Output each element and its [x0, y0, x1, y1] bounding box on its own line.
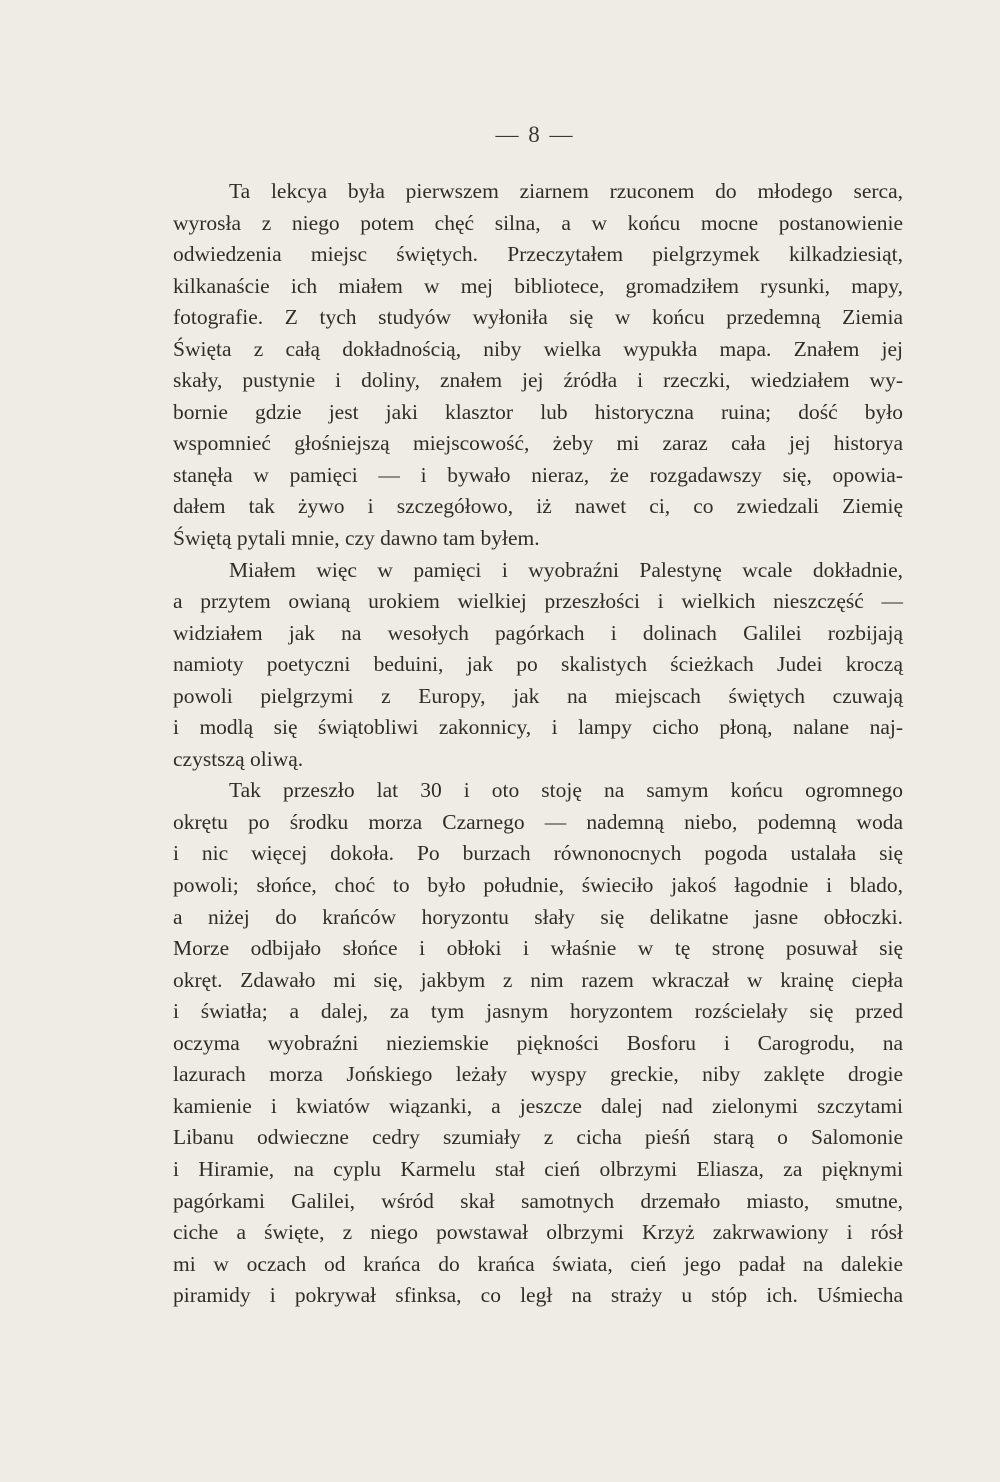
- text-line: i modlą się świątobliwi zakonnicy, i lampy cicho płoną, nalane naj-: [173, 715, 903, 740]
- text-line: czystszą oliwą.: [173, 746, 304, 771]
- text-line: kilkanaście ich miałem w mej bibliotece, gromadziłem rysunki, mapy,: [173, 273, 903, 298]
- text-line: dałem tak żywo i szczegółowo, iż nawet ci, co zwiedzali Ziemię: [173, 494, 903, 519]
- text-line: odwiedzenia miejsc świętych. Przeczytałem pielgrzymek kilkadziesiąt,: [173, 242, 903, 267]
- text-line: lazurach morza Jońskiego leżały wyspy greckie, niby zaklęte drogie: [173, 1062, 903, 1087]
- text-line: i Hiramie, na cyplu Karmelu stał cień olbrzymi Eliasza, za pięknymi: [173, 1156, 903, 1181]
- text-line: ciche a święte, z niego powstawał olbrzymi Krzyż zakrwawiony i rósł: [173, 1220, 903, 1245]
- body-text: [173, 176, 903, 1312]
- text-line: stanęła w pamięci — i bywało nieraz, że rozgadawszy się, opowia-: [173, 462, 903, 487]
- text-line: okręt. Zdawało mi się, jakbym z nim razem wkraczał w krainę ciepła: [173, 967, 903, 992]
- text-line: a przytem owianą urokiem wielkiej przeszłości i wielkich nieszczęść —: [173, 589, 903, 614]
- text-line: i światła; a dalej, za tym jasnym horyzontem rozścielały się przed: [173, 999, 903, 1024]
- text-line: widziałem jak na wesołych pagórkach i dolinach Galilei rozbijają: [173, 620, 903, 645]
- text-line: namioty poetyczni beduini, jak po skalistych ścieżkach Judei kroczą: [173, 652, 903, 677]
- text-line: Morze odbijało słońce i obłoki i właśnie w tę stronę posuwał się: [173, 936, 903, 961]
- text-line: wyrosła z niego potem chęć silna, a w końcu mocne postanowienie: [173, 210, 903, 235]
- text-line: bornie gdzie jest jaki klasztor lub historyczna ruina; dość było: [173, 399, 903, 424]
- text-line: piramidy i pokrywał sfinksa, co legł na straży u stóp ich. Uśmiecha: [173, 1283, 903, 1308]
- text-line: okrętu po środku morza Czarnego — nademną niebo, podemną woda: [173, 809, 903, 834]
- text-line: fotografie. Z tych studyów wyłoniła się w końcu przedemną Ziemia: [173, 305, 903, 330]
- page-number: — 8 —: [495, 122, 575, 147]
- text-line: Libanu odwieczne cedry szumiały z cicha pieśń starą o Salomonie: [173, 1125, 903, 1150]
- text-line: mi w oczach od krańca do krańca świata, cień jego padał na dalekie: [173, 1251, 903, 1276]
- text-line: powoli; słońce, choć to było południe, świeciło jakoś łagodnie i blado,: [173, 873, 903, 898]
- text-line: Święta z całą dokładnością, niby wielka wypukła mapa. Znałem jej: [173, 336, 903, 361]
- text-line: i nic więcej dokoła. Po burzach równonocnych pogoda ustalała się: [173, 841, 903, 866]
- text-line: Świętą pytali mnie, czy dawno tam byłem.: [173, 526, 540, 551]
- text-line: Miałem więc w pamięci i wyobraźni Palestynę wcale dokładnie,: [229, 557, 903, 582]
- text-line: a niżej do krańców horyzontu słały się delikatne jasne obłoczki.: [173, 904, 903, 929]
- text-line: pagórkami Galilei, wśród skał samotnych drzemało miasto, smutne,: [173, 1188, 903, 1213]
- text-line: skały, pustynie i doliny, znałem jej źródła i rzeczki, wiedziałem wy-: [173, 368, 903, 393]
- text-line: kamienie i kwiatów wiązanki, a jeszcze dalej nad zielonymi szczytami: [173, 1093, 903, 1118]
- text-line: Ta lekcya była pierwszem ziarnem rzuconem do młodego serca,: [229, 179, 903, 203]
- text-line: Tak przeszło lat 30 i oto stoję na samym końcu ogromnego: [229, 778, 903, 803]
- text-line: powoli pielgrzymi z Europy, jak na miejscach świętych czuwają: [173, 683, 903, 708]
- text-line: wspomnieć głośniejszą miejscowość, żeby mi zaraz cała jej historya: [173, 431, 903, 456]
- text-line: oczyma wyobraźni nieziemskie piękności Bosforu i Carogrodu, na: [173, 1030, 903, 1055]
